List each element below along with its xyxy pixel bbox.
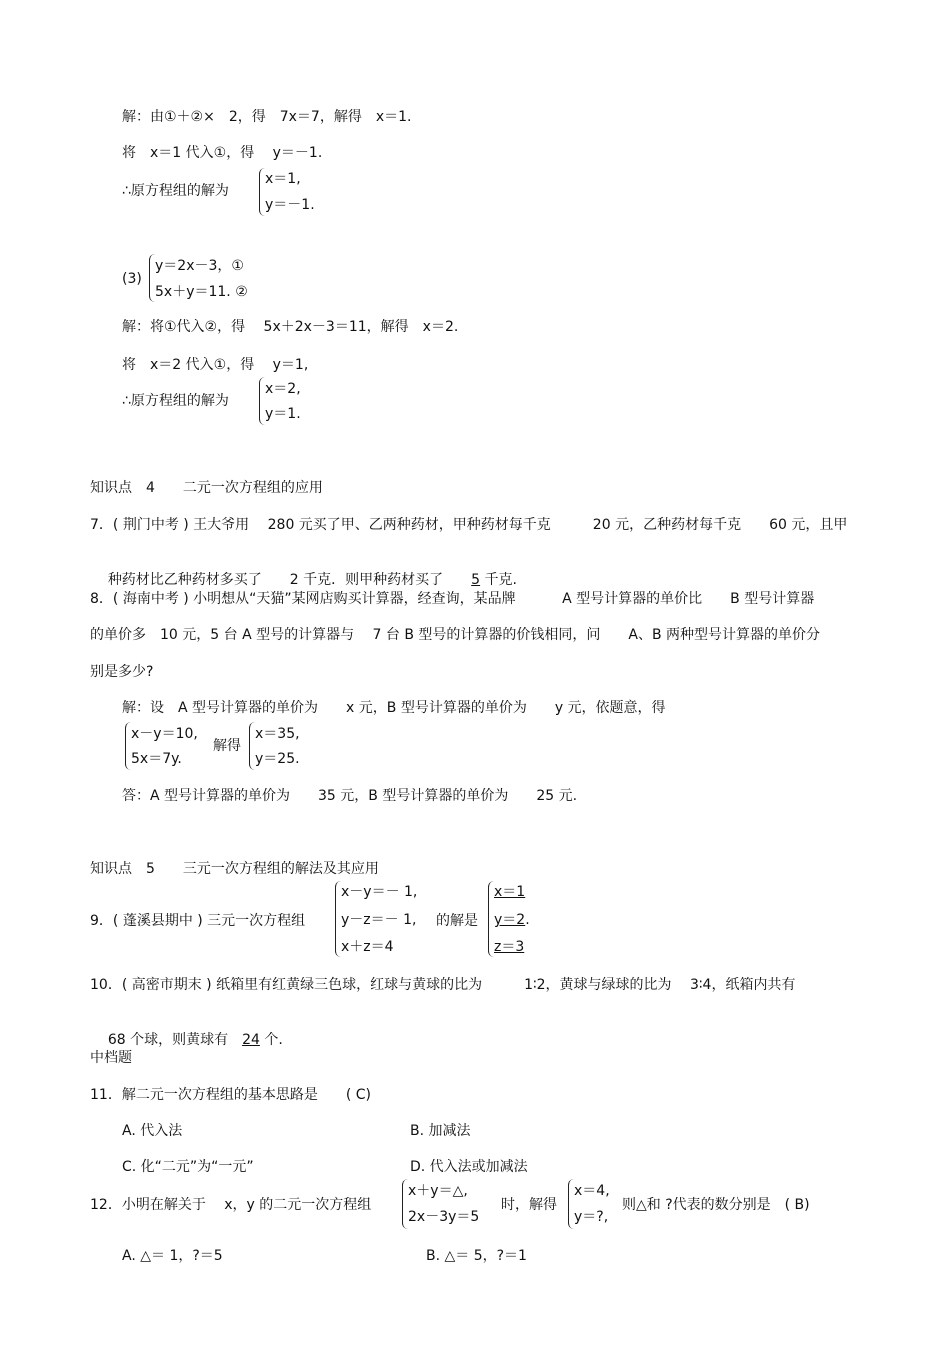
p1-line3: ∴原方程组的解为: [122, 183, 229, 199]
section-mid: 中档题: [90, 1050, 132, 1066]
q9-text: 9．( 蓬溪县期中 ) 三元一次方程组: [90, 913, 306, 929]
q12-mid: 时，解得: [501, 1197, 557, 1213]
p3-line3: ∴原方程组的解为: [122, 393, 229, 409]
q8-res2: y＝25.: [255, 751, 300, 767]
q8-solve-label: 解得: [213, 738, 241, 754]
q7-line1: 7．( 荆门中考 ) 王大爷用 280 元买了甲、乙两种药材，甲种药材每千克 20 元，乙种药材每千克 60 元，且甲: [90, 517, 848, 533]
p3-sol1: x＝2,: [265, 381, 301, 397]
q12-res2: y＝?,: [574, 1209, 609, 1225]
q12-res1: x＝4,: [574, 1183, 610, 1199]
q11-option-a: A. 代入法: [122, 1123, 183, 1139]
p3-line1: 解：将①代入②，得 5x＋2x－3＝11，解得 x＝2.: [122, 319, 459, 335]
p3-line2: 将 x＝2 代入①，得 y＝1,: [122, 357, 309, 373]
q12-tail: 则△和 ?代表的数分别是 ( B): [622, 1197, 810, 1213]
q8-setup: 解：设 A 型号计算器的单价为 x 元，B 型号计算器的单价为 y 元，依题意，得: [122, 700, 666, 716]
q11-option-d: D. 代入法或加减法: [410, 1159, 528, 1175]
q9-mid: 的解是: [436, 913, 478, 929]
q10-unit: 个.: [259, 1032, 283, 1048]
q12-text: 12．小明在解关于 x，y 的二元一次方程组: [90, 1197, 372, 1213]
q8-line1: 8．( 海南中考 ) 小明想从“天猫”某网店购买计算器，经查询，某品牌 A 型号计算器的单价比 B 型号计算器: [90, 591, 815, 607]
q7-answer: 5: [471, 572, 481, 588]
q10-answer: 24: [242, 1032, 260, 1048]
section-heading-4: 知识点 4 二元一次方程组的应用: [90, 480, 323, 496]
q9-res2-line: [494, 911, 530, 929]
section-heading-5: 知识点 5 三元一次方程组的解法及其应用: [90, 861, 379, 877]
q11-option-b: B. 加减法: [410, 1123, 471, 1139]
q12-option-b: B. △＝ 5，?＝1: [426, 1248, 527, 1264]
q8-eq2: 5x＝7y.: [131, 751, 182, 767]
q9-eq3: x＋z＝4: [341, 939, 394, 955]
q11-option-c: C. 化“二元”为“一元”: [122, 1159, 254, 1175]
q12-eq2: 2x－3y＝5: [408, 1209, 480, 1225]
q7-text: 种药材比乙种药材多买了 2 千克．则甲种药材买了: [107, 572, 472, 588]
p1-sol1: x＝1,: [265, 171, 301, 187]
p3-sol2: y＝1.: [265, 406, 301, 422]
q11-question: 11．解二元一次方程组的基本思路是 ( C): [90, 1087, 371, 1103]
q9-res1: x＝1: [494, 884, 526, 900]
q9-eq2: y－z＝－ 1,: [341, 912, 417, 928]
q8-line3: 别是多少?: [90, 664, 154, 680]
q9-res3: z＝3: [494, 939, 525, 955]
p3-eq2: 5x＋y＝11. ②: [155, 284, 248, 300]
q8-res1: x＝35,: [255, 726, 300, 742]
q9-res2: y＝2: [494, 912, 526, 928]
p1-sol2: y＝－1.: [265, 197, 315, 213]
q10-text: 68 个球，则黄球有: [107, 1032, 243, 1048]
q7-unit: 千克.: [480, 572, 517, 588]
q9-res2-dot: .: [525, 912, 530, 928]
q12-option-a: A. △＝ 1，?＝5: [122, 1248, 223, 1264]
q12-eq1: x＋y＝△,: [408, 1183, 468, 1199]
p3-eq1: y＝2x－3，①: [155, 258, 244, 274]
q9-eq1: x－y＝－ 1,: [341, 884, 418, 900]
p1-line2: 将 x＝1 代入①，得 y＝－1.: [122, 145, 323, 161]
q8-answer: 答：A 型号计算器的单价为 35 元，B 型号计算器的单价为 25 元.: [122, 788, 578, 804]
p1-line1: 解：由①＋②× 2，得 7x＝7，解得 x＝1.: [122, 109, 412, 125]
q8-eq1: x－y＝10,: [131, 726, 198, 742]
p3-label: (3): [122, 271, 142, 287]
q10-line1: 10．( 高密市期末 ) 纸箱里有红黄绿三色球，红球与黄球的比为 1∶2，黄球与绿球的比为 3∶4，纸箱内共有: [90, 977, 796, 993]
q8-line2: 的单价多 10 元，5 台 A 型号的计算器与 7 台 B 型号的计算器的价钱相同，问 A、B 两种型号计算器的单价分: [90, 627, 821, 643]
